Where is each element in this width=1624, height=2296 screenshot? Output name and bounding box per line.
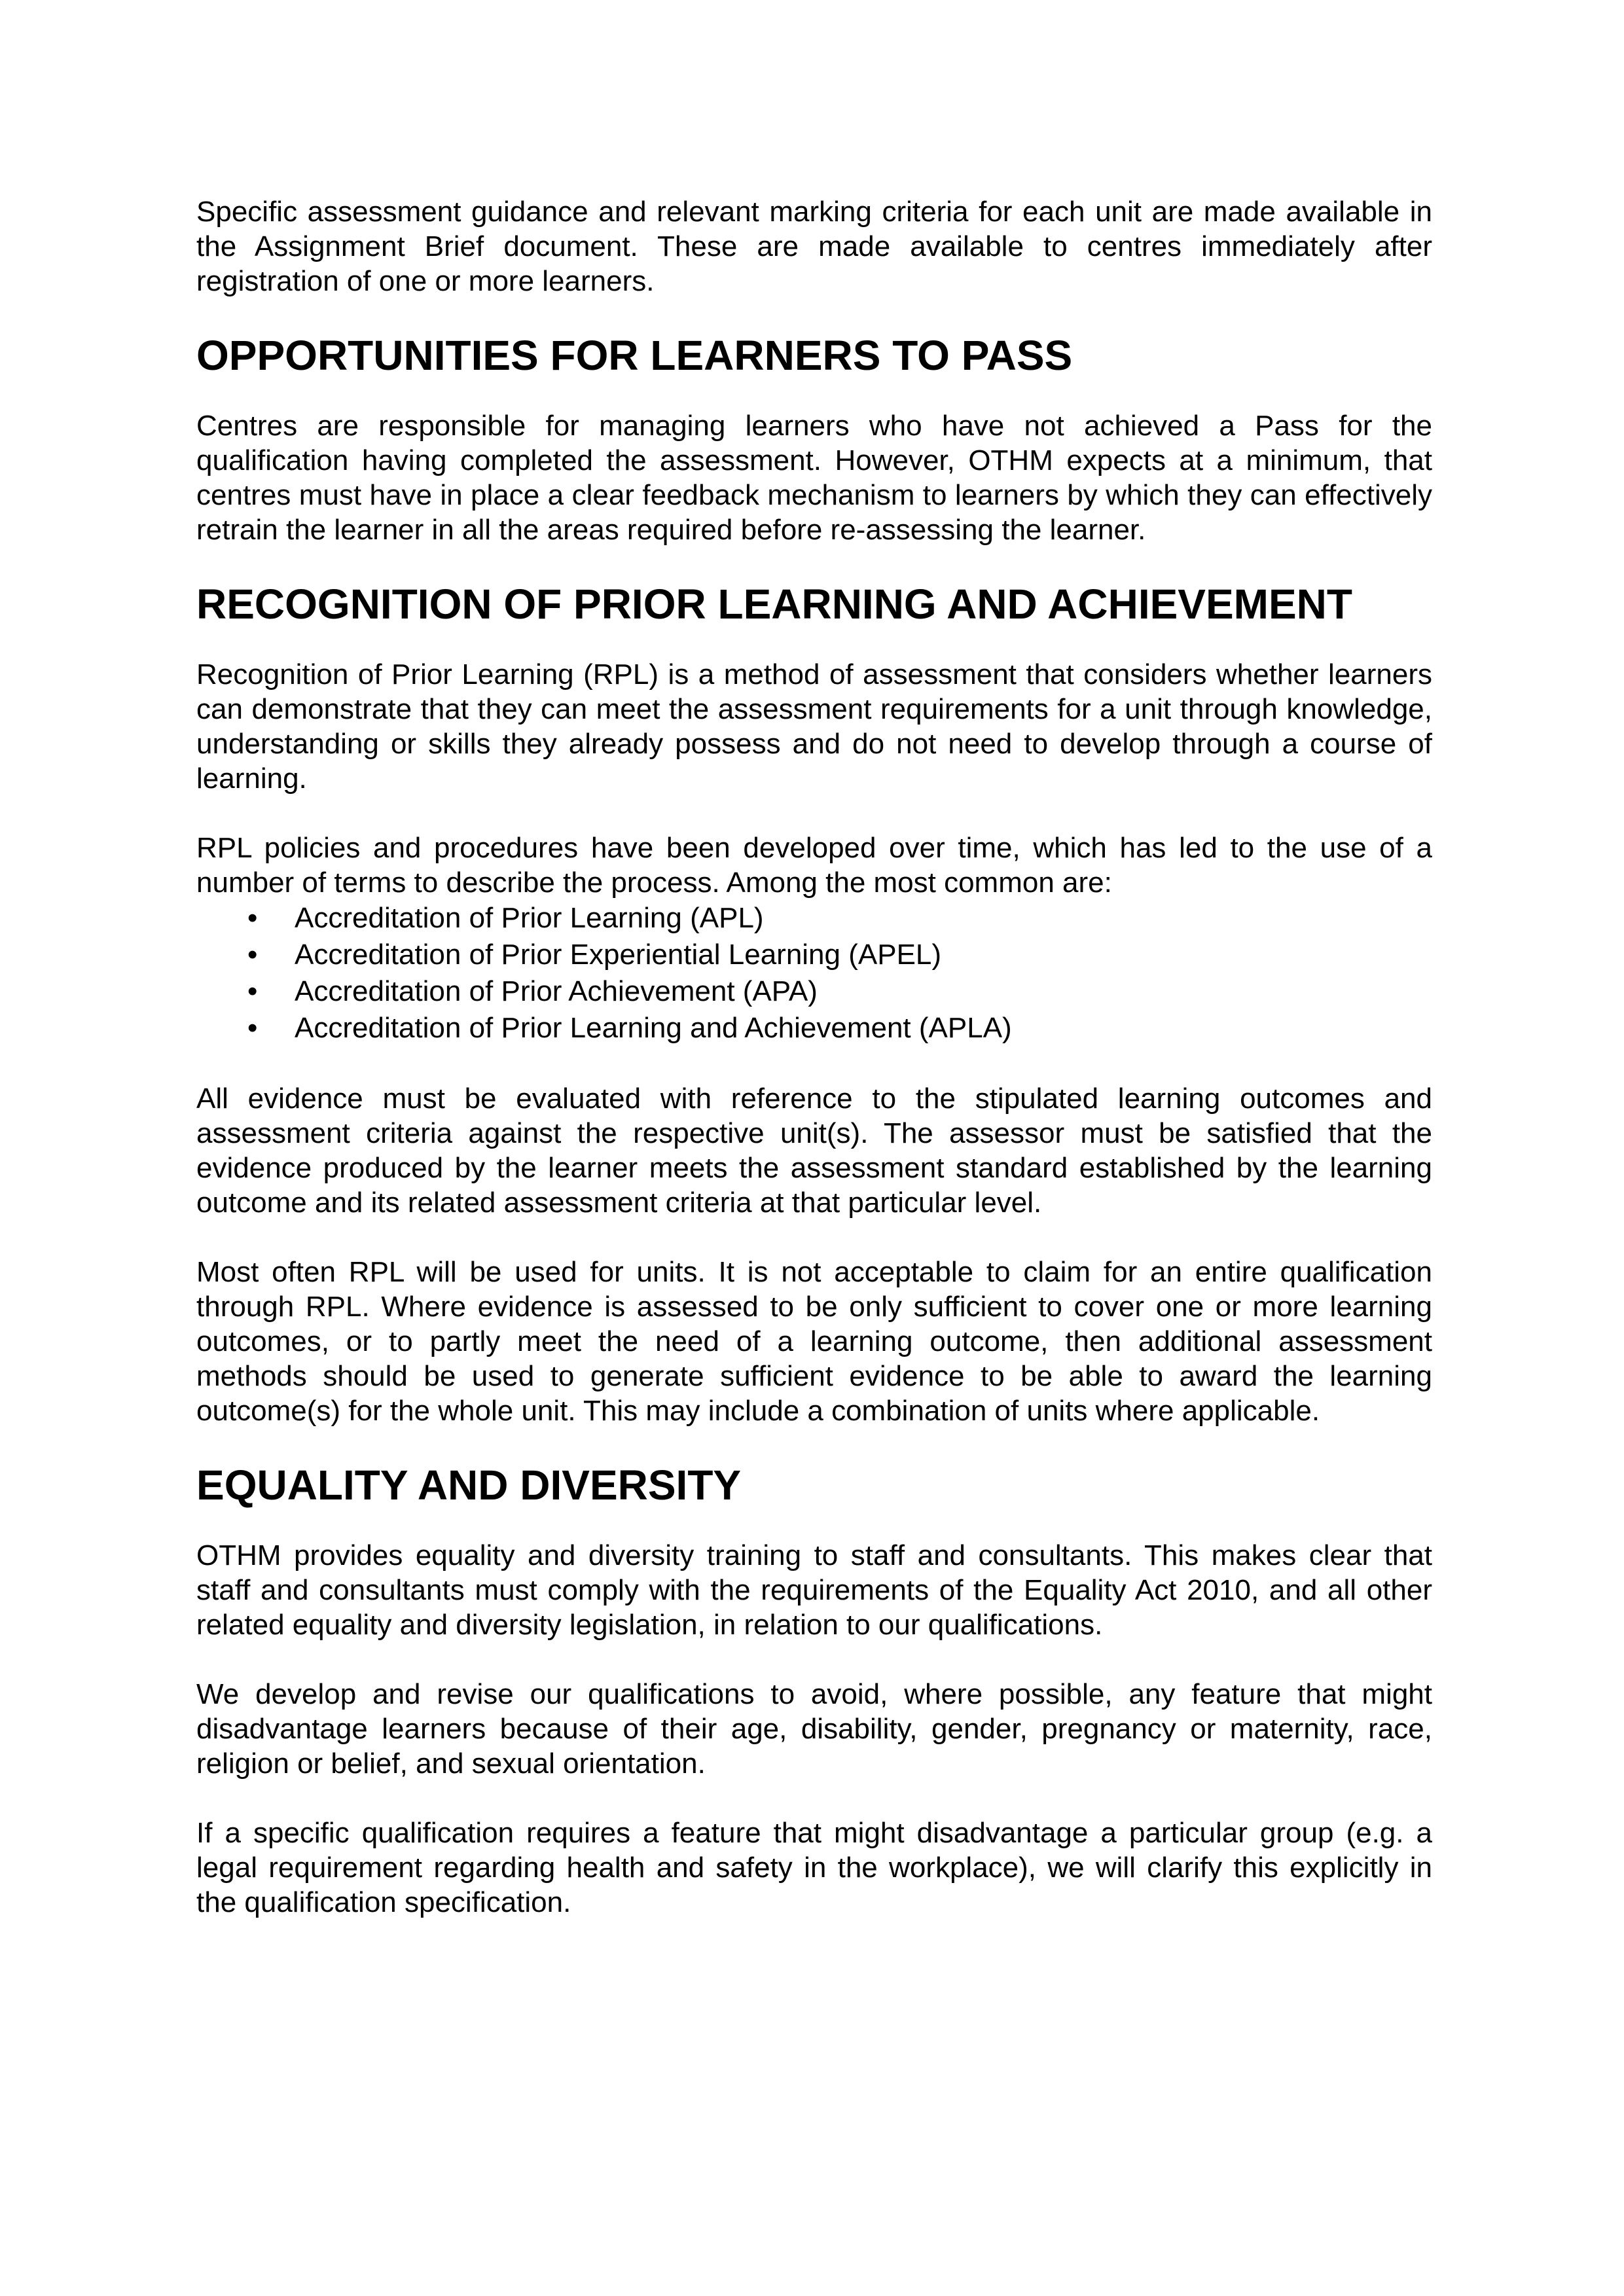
pass-paragraph: Centres are responsible for managing learners who have not achieved a Pass for the qualification having completed the assessment. However, OTHM expects at a minimum, that centres must have in place a clear feedback mechanism to learners by which they can effectively retrain the learner in all the areas required before re-assessing the learner. [196,410,1432,546]
rpl-paragraph-terms-intro: RPL policies and procedures have been developed over time, which has led to the use of a number of terms to describe the process. Among the most common are: [196,832,1432,899]
bullet-marker: • [247,902,258,934]
list-item [196,973,1432,1010]
rpl-paragraph-units: Most often RPL will be used for units. It is not acceptable to claim for an entire qualification through RPL. Where evidence is assessed to be only sufficient to cover one or more learning outcomes, or to partly meet the need of a learning outcome, then additional assessment methods should be used to generate sufficient evidence to be able to award the learning outcome(s) for the whole unit. This may include a combination of units where applicable. [196,1256,1432,1427]
document-page [196,194,1432,1920]
heading-equality-diversity: EQUALITY AND DIVERSITY [196,1462,742,1509]
bullet-marker: • [247,939,258,971]
list-item [196,1010,1432,1047]
rpl-terms-list [196,900,1432,1047]
equality-paragraph-training: OTHM provides equality and diversity training to staff and consultants. This makes clear that staff and consultants must comply with the requirements of the Equality Act 2010, and all other related equality and diversity legislation, in relation to our qualifications. [196,1539,1432,1641]
list-item-text: Accreditation of Prior Learning and Achievement (APLA) [295,1012,1012,1044]
list-item-text: Accreditation of Prior Achievement (APA) [295,975,818,1007]
bullet-marker: • [247,975,258,1007]
heading-recognition-prior-learning: RECOGNITION OF PRIOR LEARNING AND ACHIEVEMENT [196,581,1352,628]
equality-paragraph-revise: We develop and revise our qualifications to avoid, where possible, any feature that might disadvantage learners because of their age, disability, gender, pregnancy or maternity, race, religion or belief, and sexual orientation. [196,1678,1432,1780]
equality-paragraph-clarify: If a specific qualification requires a feature that might disadvantage a particular group (e.g. a legal requirement regarding health and safety in the workplace), we will clarify this explicitly in the qualification specification. [196,1817,1432,1918]
intro-paragraph: Specific assessment guidance and relevant marking criteria for each unit are made available in the Assignment Brief document. These are made available to centres immediately after registration of one or more learners. [196,196,1432,297]
bullet-marker: • [247,1012,258,1044]
list-item [196,937,1432,973]
heading-opportunities-to-pass: OPPORTUNITIES FOR LEARNERS TO PASS [196,332,1073,379]
list-item-text: Accreditation of Prior Experiential Learning (APEL) [295,939,942,971]
list-item-text: Accreditation of Prior Learning (APL) [295,902,764,934]
rpl-paragraph-evidence: All evidence must be evaluated with reference to the stipulated learning outcomes and assessment criteria against the respective unit(s). The assessor must be satisfied that the evidence produced by the learner meets the assessment standard established by the learning outcome and its related assessment criteria at that particular level. [196,1083,1432,1219]
rpl-paragraph-definition: Recognition of Prior Learning (RPL) is a method of assessment that considers whether learners can demonstrate that they can meet the assessment requirements for a unit through knowledge, understanding or skills they already possess and do not need to develop through a course of learning. [196,658,1432,795]
list-item [196,900,1432,937]
